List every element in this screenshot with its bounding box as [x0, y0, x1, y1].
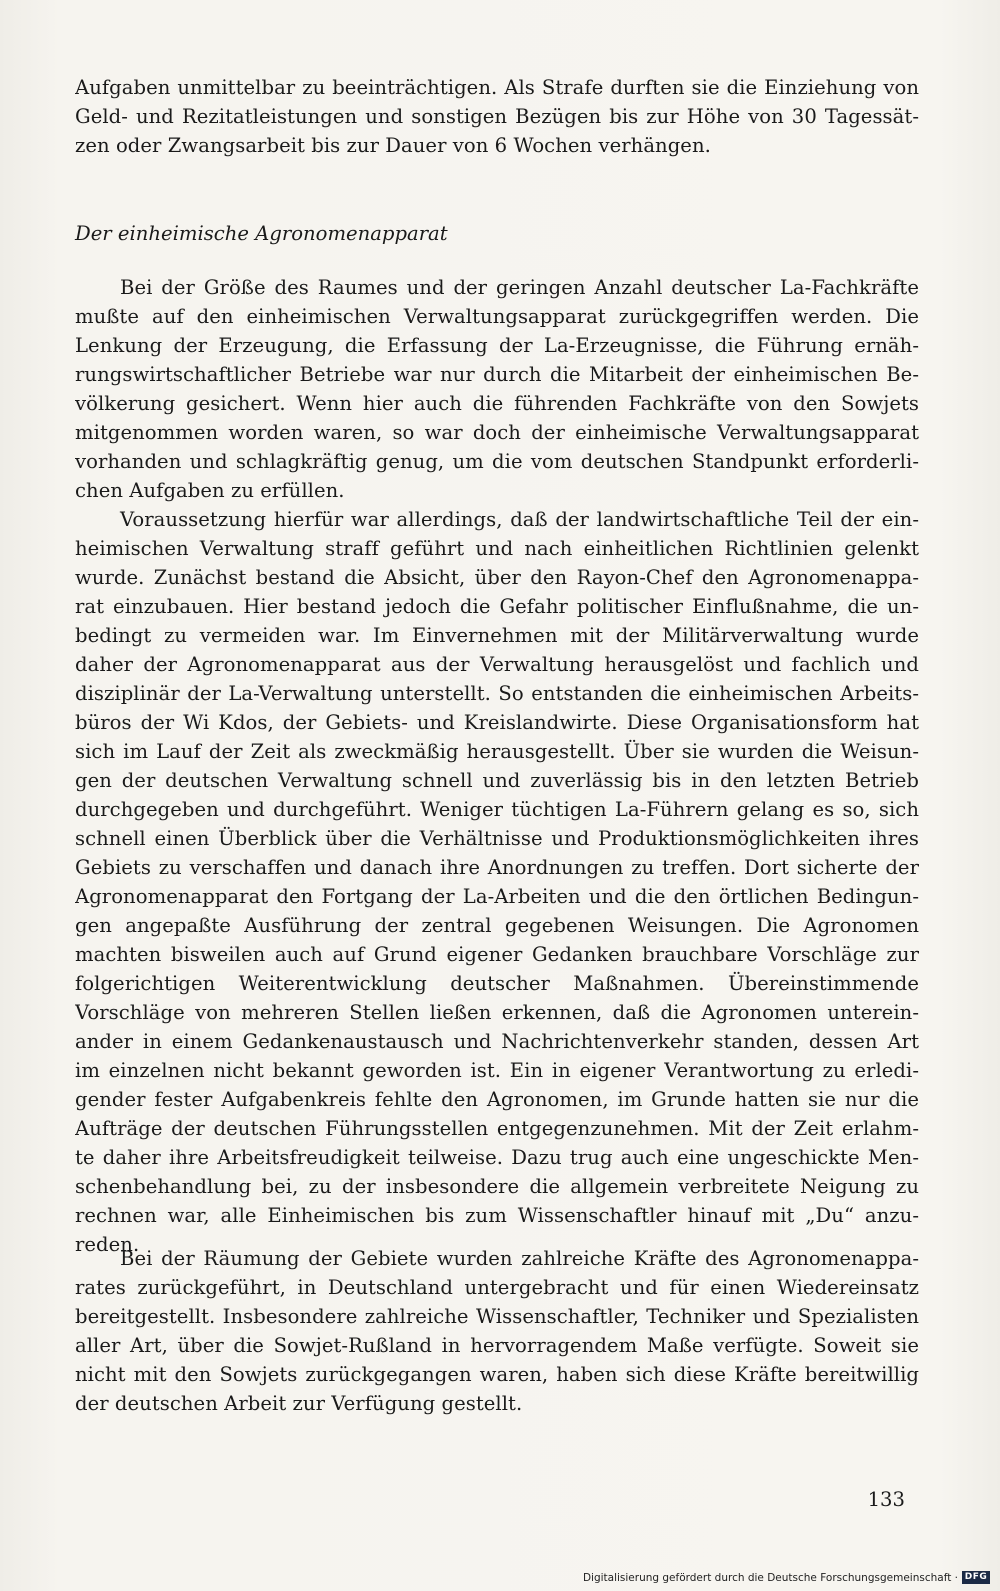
paragraph-1	[75, 273, 919, 505]
text-line: gen der deutschen Verwaltung schnell und zuverlässig bis in den letzten Betrieb	[75, 769, 919, 792]
text-line: schnell einen Überblick über die Verhältnisse und Produktionsmöglichkeiten ihres	[75, 827, 919, 850]
paragraph-top	[75, 73, 919, 160]
text-line: gen angepaßte Ausführung der zentral gegebenen Weisungen. Die Agronomen	[75, 914, 919, 937]
text-line: daher der Agronomenapparat aus der Verwaltung herausgelöst und fachlich und	[75, 653, 919, 676]
text-line: mitgenommen worden waren, so war doch der einheimische Verwaltungsapparat	[75, 421, 919, 444]
text-line: machten bisweilen auch auf Grund eigener Gedanken brauchbare Vorschläge zur	[75, 943, 919, 966]
text-line: rat einzubauen. Hier bestand jedoch die Gefahr politischer Einflußnahme, die un-	[75, 595, 919, 618]
text-line: wurde. Zunächst bestand die Absicht, über den Rayon-Chef den Agronomenappa-	[75, 566, 919, 589]
text-line: vorhanden und schlagkräftig genug, um die vom deutschen Standpunkt erforderli-	[75, 450, 919, 473]
text-line: völkerung gesichert. Wenn hier auch die führenden Fachkräfte von den Sowjets	[75, 392, 919, 415]
text-line: Geld- und Rezitatleistungen und sonstigen Bezügen bis zur Höhe von 30 Tagessät-	[75, 105, 919, 128]
digitization-footer	[0, 1565, 1000, 1591]
paragraph-2	[75, 505, 919, 1259]
section-heading: Der einheimische Agronomenapparat	[75, 222, 448, 245]
text-line: folgerichtigen Weiterentwicklung deutscher Maßnahmen. Übereinstimmende	[75, 972, 919, 995]
paragraph-3	[75, 1244, 919, 1418]
text-line: Lenkung der Erzeugung, die Erfassung der La-Erzeugnisse, die Führung ernäh-	[75, 334, 919, 357]
text-line: chen Aufgaben zu erfüllen.	[75, 479, 345, 502]
footer-credit: Digitalisierung gefördert durch die Deutsche Forschungsgemeinschaft ·	[582, 1572, 958, 1584]
text-line: nicht mit den Sowjets zurückgegangen waren, haben sich diese Kräfte bereitwillig	[75, 1363, 919, 1386]
text-line: heimischen Verwaltung straff geführt und nach einheitlichen Richtlinien gelenkt	[75, 537, 919, 560]
text-line: büros der Wi Kdos, der Gebiets- und Kreislandwirte. Diese Organisationsform hat	[75, 711, 919, 734]
text-line: mußte auf den einheimischen Verwaltungsapparat zurückgegriffen werden. Die	[75, 305, 919, 328]
text-line: Bei der Größe des Raumes und der geringen Anzahl deutscher La-Fachkräfte	[120, 276, 919, 299]
text-line: rechnen war, alle Einheimischen bis zum Wissenschaftler hinauf mit „Du“ anzu-	[75, 1204, 919, 1227]
text-line: Agronomenapparat den Fortgang der La-Arbeiten und die den örtlichen Bedingun-	[75, 885, 919, 908]
text-line: Vorschläge von mehreren Stellen ließen erkennen, daß die Agronomen unterein-	[75, 1001, 919, 1024]
text-line: zen oder Zwangsarbeit bis zur Dauer von 6 Wochen verhängen.	[75, 134, 711, 157]
text-line: bereitgestellt. Insbesondere zahlreiche Wissenschaftler, Techniker und Spezialisten	[75, 1305, 919, 1328]
text-line: Gebiets zu verschaffen und danach ihre Anordnungen zu treffen. Dort sicherte der	[75, 856, 919, 879]
text-line: Voraussetzung hierfür war allerdings, daß der landwirtschaftliche Teil der ein-	[120, 508, 919, 531]
text-line: Aufträge der deutschen Führungsstellen entgegenzunehmen. Mit der Zeit erlahm-	[75, 1117, 919, 1140]
text-line: rates zurückgeführt, in Deutschland untergebracht und für einen Wiedereinsatz	[75, 1276, 919, 1299]
text-line: disziplinär der La-Verwaltung unterstellt. So entstanden die einheimischen Arbeits-	[75, 682, 919, 705]
text-line: aller Art, über die Sowjet-Rußland in hervorragendem Maße verfügte. Soweit sie	[75, 1334, 919, 1357]
text-line: Bei der Räumung der Gebiete wurden zahlreiche Kräfte des Agronomenappa-	[120, 1247, 919, 1270]
text-line: ander in einem Gedankenaustausch und Nachrichtenverkehr standen, dessen Art	[75, 1030, 919, 1053]
text-line: schenbehandlung bei, zu der insbesondere die allgemein verbreitete Neigung zu	[75, 1175, 919, 1198]
text-line: reden.	[75, 1233, 140, 1256]
text-line: der deutschen Arbeit zur Verfügung gestellt.	[75, 1392, 523, 1415]
text-line: im einzelnen nicht bekannt geworden ist. Ein in eigener Verantwortung zu erledi-	[75, 1059, 919, 1082]
text-line: durchgegeben und durchgeführt. Weniger tüchtigen La-Führern gelang es so, sich	[75, 798, 919, 821]
page-number: 133	[867, 1488, 905, 1511]
text-line: gender fester Aufgabenkreis fehlte den Agronomen, im Grunde hatten sie nur die	[75, 1088, 919, 1111]
text-line: rungswirtschaftlicher Betriebe war nur durch die Mitarbeit der einheimischen Be-	[75, 363, 919, 386]
text-line: te daher ihre Arbeitsfreudigkeit teilweise. Dazu trug auch eine ungeschickte Men-	[75, 1146, 919, 1169]
text-line: Aufgaben unmittelbar zu beeinträchtigen. Als Strafe durften sie die Einziehung von	[75, 76, 919, 99]
text-line: sich im Lauf der Zeit als zweckmäßig herausgestellt. Über sie wurden die Weisun-	[75, 740, 919, 763]
text-line: bedingt zu vermeiden war. Im Einvernehmen mit der Militärverwaltung wurde	[75, 624, 919, 647]
dfg-logo-icon: DFG	[962, 1571, 990, 1584]
